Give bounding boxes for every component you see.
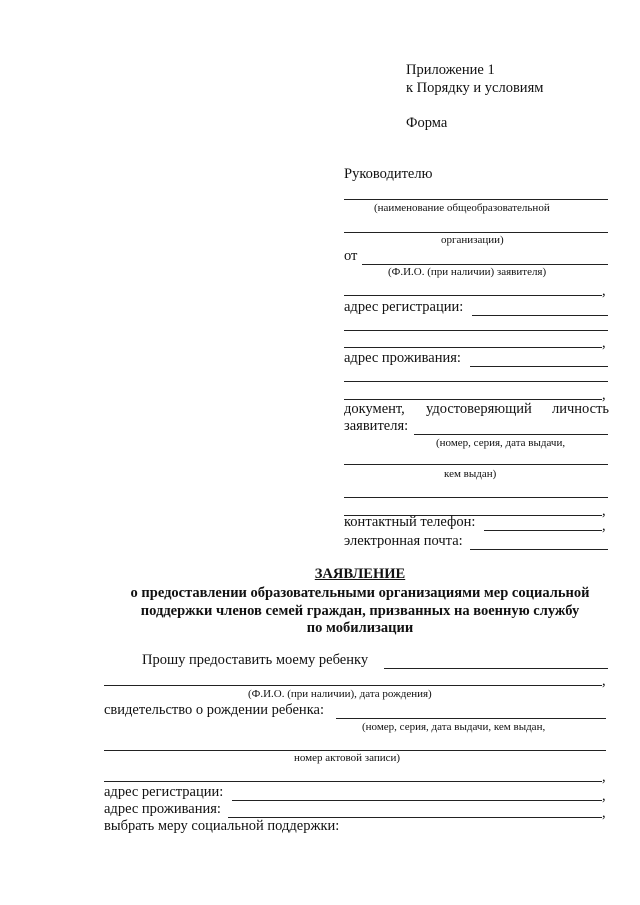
- reg-address-line-2[interactable]: [344, 330, 608, 331]
- org-hint-2: организации): [441, 234, 504, 246]
- comma: ,: [602, 769, 606, 785]
- birth-cert-label: свидетельство о рождении ребенка:: [104, 702, 324, 718]
- document-line-field-1[interactable]: [414, 434, 608, 435]
- birth-cert-line-2[interactable]: [104, 750, 606, 751]
- child-living-address-label: адрес проживания:: [104, 801, 221, 817]
- comma: ,: [602, 283, 606, 299]
- document-line-2: заявителя:: [344, 418, 409, 434]
- birth-cert-line-3[interactable]: [104, 781, 602, 782]
- org-name-line-1[interactable]: [344, 199, 608, 200]
- org-hint-1: (наименование общеобразовательной: [374, 202, 550, 214]
- phone-line[interactable]: [484, 530, 602, 531]
- to-label: Руководителю: [344, 166, 433, 182]
- living-address-line-3[interactable]: [344, 399, 602, 400]
- reg-address-label: адрес регистрации:: [344, 299, 464, 315]
- child-reg-address-label: адрес регистрации:: [104, 784, 224, 800]
- comma: ,: [602, 673, 606, 689]
- appendix-line-2: к Порядку и условиям: [406, 80, 544, 96]
- living-address-label: адрес проживания:: [344, 350, 461, 366]
- email-label: электронная почта:: [344, 533, 463, 549]
- comma: ,: [602, 518, 606, 534]
- document-word-3: личность: [552, 401, 610, 417]
- org-name-line-2[interactable]: [344, 232, 608, 233]
- applicant-fio-line-2[interactable]: [344, 295, 602, 296]
- document-word-1: документ,: [344, 401, 405, 417]
- living-address-line-2[interactable]: [344, 381, 608, 382]
- child-line-2[interactable]: [104, 685, 602, 686]
- reg-address-line-1[interactable]: [472, 315, 608, 316]
- document-word-2: удостоверяющий: [426, 401, 532, 417]
- comma: ,: [602, 788, 606, 804]
- from-label: от: [344, 248, 358, 264]
- request-text: Прошу предоставить моему ребенку: [142, 652, 369, 668]
- comma: ,: [602, 805, 606, 821]
- applicant-fio-line[interactable]: [362, 264, 608, 265]
- child-hint: (Ф.И.О. (при наличии), дата рождения): [248, 688, 432, 700]
- reg-address-line-3[interactable]: [344, 347, 602, 348]
- child-line-1[interactable]: [384, 668, 608, 669]
- comma: ,: [602, 335, 606, 351]
- document-hint-2: кем выдан): [444, 468, 497, 480]
- choose-measure-label: выбрать меру социальной поддержки:: [104, 818, 340, 834]
- comma: ,: [602, 503, 606, 519]
- application-title: ЗАЯВЛЕНИЕ: [314, 566, 406, 582]
- phone-label: контактный телефон:: [344, 514, 476, 530]
- living-address-line-1[interactable]: [470, 366, 608, 367]
- birth-cert-line-1[interactable]: [336, 718, 606, 719]
- applicant-fio-hint: (Ф.И.О. (при наличии) заявителя): [388, 266, 547, 278]
- email-line[interactable]: [470, 549, 608, 550]
- application-subtitle-1: о предоставлении образовательными организациями мер социальной: [130, 585, 590, 601]
- child-reg-address-line[interactable]: [232, 800, 602, 801]
- birth-cert-hint-2: номер актовой записи): [294, 752, 401, 764]
- comma: ,: [602, 387, 606, 403]
- document-hint-1: (номер, серия, дата выдачи,: [436, 437, 566, 449]
- form-label: Форма: [406, 115, 448, 131]
- document-line-field-2[interactable]: [344, 464, 608, 465]
- document-line-field-3[interactable]: [344, 497, 608, 498]
- application-subtitle-2: поддержки членов семей граждан, призванных на военную службу: [140, 603, 580, 619]
- birth-cert-hint-1: (номер, серия, дата выдачи, кем выдан,: [362, 721, 546, 733]
- application-subtitle-3: по мобилизации: [306, 620, 414, 636]
- appendix-line-1: Приложение 1: [406, 62, 495, 78]
